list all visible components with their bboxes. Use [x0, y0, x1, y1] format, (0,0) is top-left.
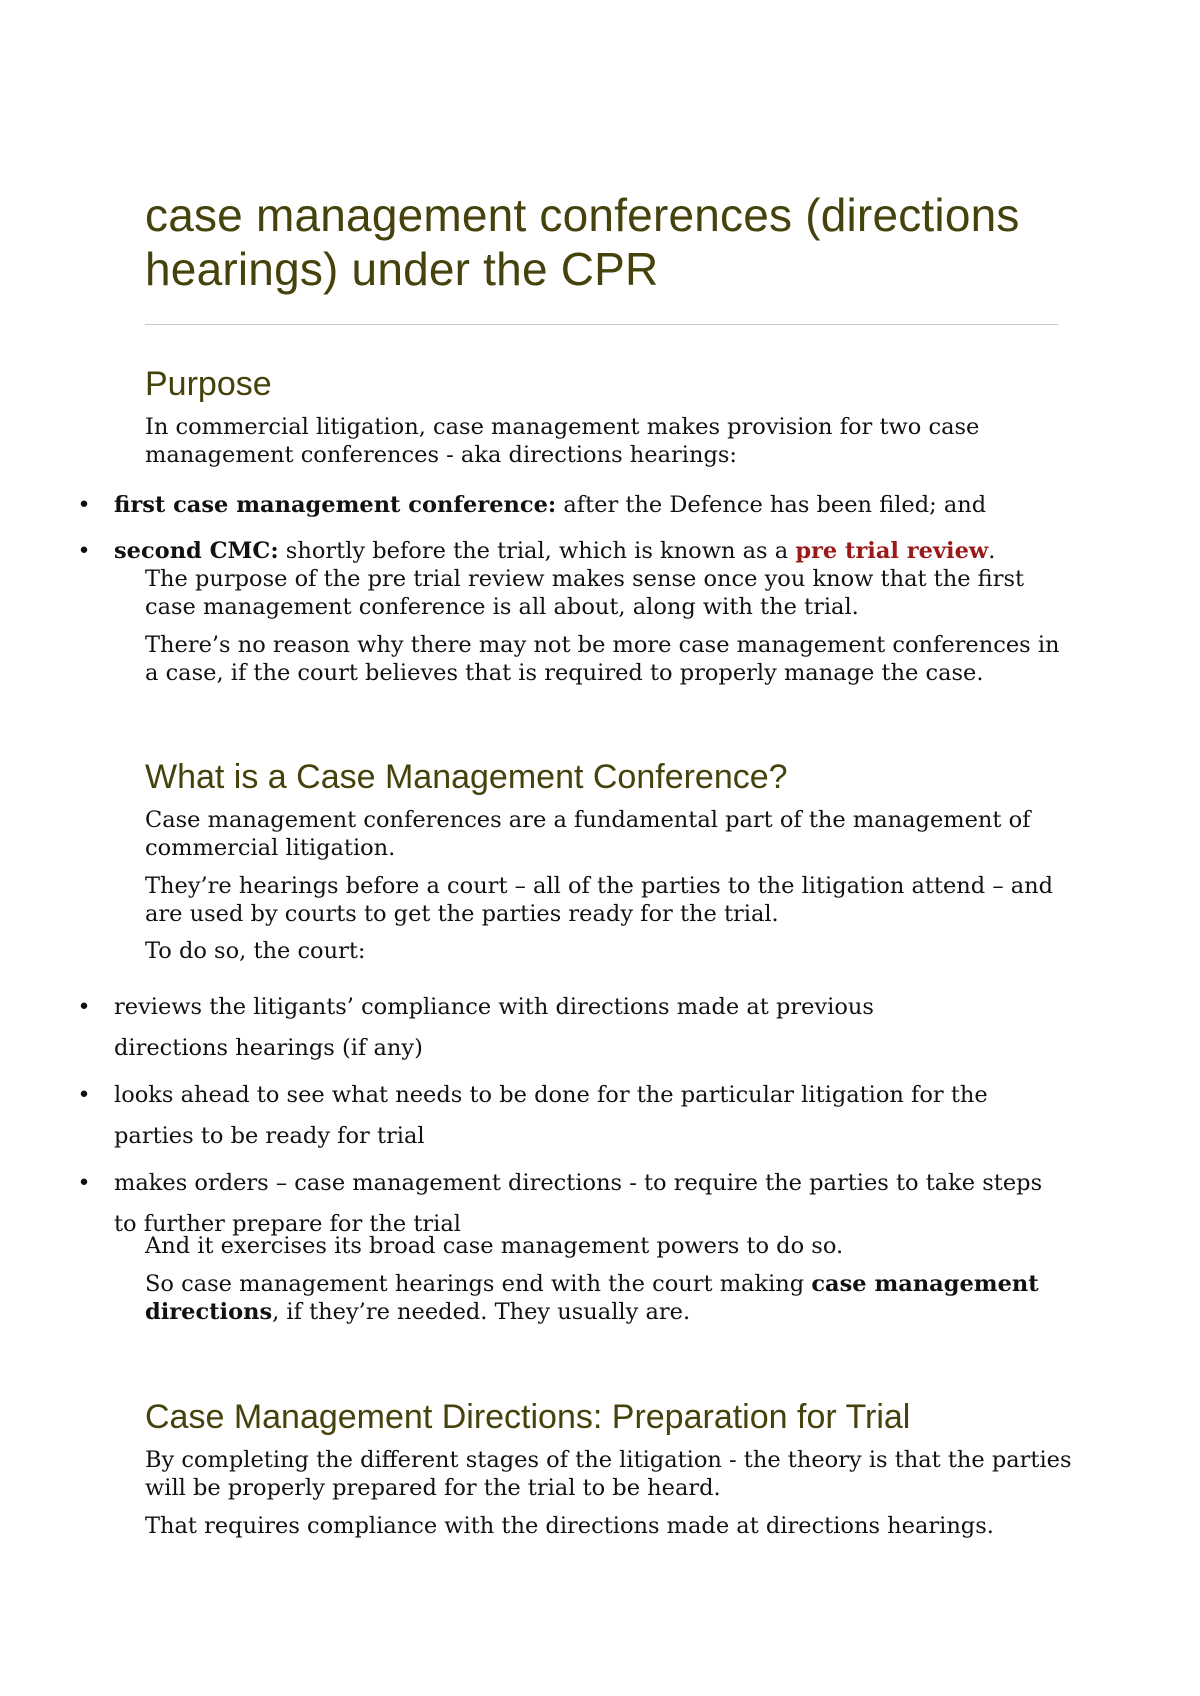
- pre-trial-review-link[interactable]: pre trial review: [795, 538, 989, 564]
- para-text: So case management hearings end with the court making: [145, 1271, 812, 1297]
- case-management-directions-term: case management directions: [145, 1271, 1039, 1325]
- bullet-text: looks ahead to see what needs to be done for the particular litigation for the parties to be ready for trial: [114, 1082, 988, 1149]
- list-item: [77, 987, 994, 1069]
- bullet-dot-icon: •: [77, 1082, 91, 1108]
- bullet-text: makes orders – case management directions - to require the parties to take steps to further prepare for the trial: [114, 1170, 1043, 1237]
- heading-preparation: Case Management Directions: Preparation for Trial: [145, 1398, 911, 1436]
- what-paragraph: And it exercises its broad case management powers to do so.: [145, 1233, 844, 1259]
- what-paragraph: They’re hearings before a court – all of the parties to the litigation attend – and are used by courts to get the parties ready for the trial.: [145, 873, 1054, 927]
- heading-purpose: Purpose: [145, 365, 272, 403]
- bullet-text-end: .: [988, 538, 996, 564]
- page-title: case management conferences (directions hearings) under the CPR: [145, 189, 1020, 295]
- heading-what-is-cmc: What is a Case Management Conference?: [145, 758, 788, 796]
- bullet-bold-label: first case management conference:: [114, 492, 557, 518]
- prep-paragraph: That requires compliance with the directions made at directions hearings.: [145, 1513, 994, 1539]
- list-item: [77, 491, 1074, 519]
- bullet-text: after the Defence has been filed; and: [556, 492, 987, 518]
- purpose-paragraph: There’s no reason why there may not be more case management conferences in a case, if the court believes that is required to properly manage the case.: [145, 632, 1060, 686]
- bullet-text: reviews the litigants’ compliance with directions made at previous directions hearings (if any): [114, 994, 874, 1061]
- bullet-dot-icon: •: [77, 492, 91, 518]
- what-paragraph: To do so, the court:: [145, 938, 366, 964]
- what-paragraph: [145, 1270, 1075, 1326]
- para-text-end: , if they’re needed. They usually are.: [272, 1299, 691, 1325]
- bullet-dot-icon: •: [77, 538, 91, 564]
- what-paragraph: Case management conferences are a fundamental part of the management of commercial litigation.: [145, 807, 1031, 861]
- title-divider: [145, 324, 1058, 325]
- bullet-bold-label: second CMC:: [114, 538, 279, 564]
- prep-paragraph: By completing the different stages of the litigation - the theory is that the parties will be properly prepared for the trial to be heard.: [145, 1447, 1072, 1501]
- bullet-text: shortly before the trial, which is known as a: [278, 538, 796, 564]
- list-item: [77, 1075, 994, 1157]
- bullet-dot-icon: •: [77, 1170, 91, 1196]
- bullet-dot-icon: •: [77, 994, 91, 1020]
- purpose-paragraph: The purpose of the pre trial review makes sense once you know that the first case management conference is all about, along with the trial.: [145, 566, 1025, 620]
- list-item: [77, 537, 1074, 565]
- purpose-intro: In commercial litigation, case management makes provision for two case management conferences - aka directions hearings:: [145, 414, 980, 468]
